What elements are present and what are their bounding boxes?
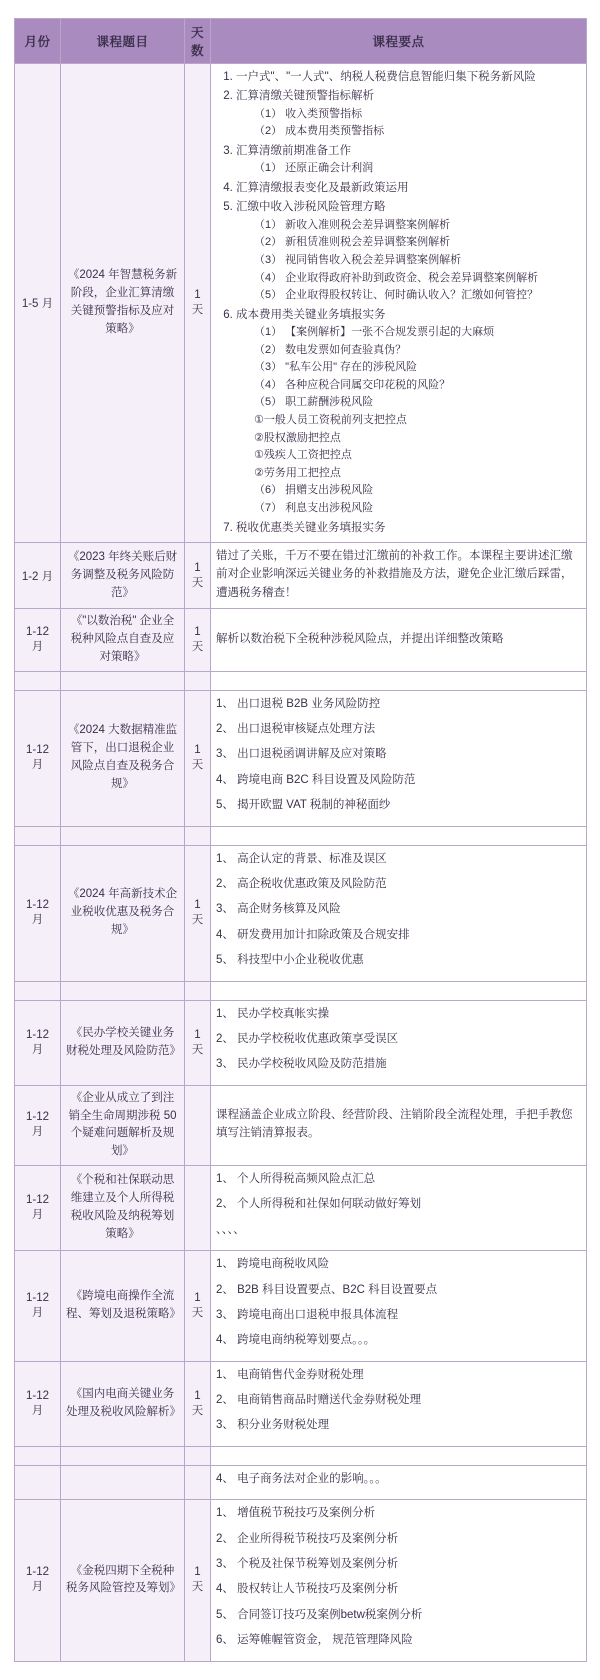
table-spacer-cell	[15, 826, 61, 845]
course-month-cell: 1-5 月	[15, 64, 61, 543]
column-header-points: 课程要点	[211, 19, 587, 64]
course-point-item: 3、 民办学校税收风险及防范措施	[216, 1058, 387, 1071]
course-point-item: 、、、、	[216, 1223, 245, 1236]
course-points-text: 课程涵盖企业成立阶段、经营阶段、注销阶段全流程处理，手把手教您填写注销清算报表。	[216, 1108, 573, 1140]
course-point-item: 3、 跨境电商出口退税申报具体流程	[216, 1308, 399, 1321]
course-points-cell	[211, 1465, 587, 1499]
course-title-cell	[61, 1465, 185, 1499]
table-row	[15, 609, 587, 671]
course-title-cell: 《民办学校关键业务财税处理及风险防范》	[61, 1000, 185, 1085]
course-month-cell: 1-12 月	[15, 1165, 61, 1250]
course-days-cell: 1 天	[185, 64, 211, 543]
course-title-cell: 《金税四期下全税种税务风险管控及筹划》	[61, 1500, 185, 1661]
table-row	[15, 1251, 587, 1362]
column-header-month: 月份	[15, 19, 61, 64]
course-point-subitem: （5） 企业取得股权转让、何时确认收入？汇缴如何管控？	[254, 289, 539, 302]
course-point-subitem: ②劳务用工把控点	[254, 466, 341, 479]
course-point-item: 4、 研发费用加计扣除政策及合规安排	[216, 928, 410, 941]
course-days-cell: 1 天	[185, 690, 211, 826]
course-days-cell	[185, 1465, 211, 1499]
course-month-cell: 1-12 月	[15, 690, 61, 826]
table-row	[15, 64, 587, 543]
course-points-cell	[211, 64, 587, 543]
course-points-list	[216, 1470, 581, 1488]
course-days-cell: 1 天	[185, 543, 211, 609]
course-days-cell: 1 天	[185, 845, 211, 981]
course-point-sublist	[236, 106, 581, 141]
course-point-item: 1. 一户式"、"一人式"、纳税人税费信息智能归集下税务新风险	[236, 68, 581, 86]
course-point-item: 4、 电子商务法对企业的影响。。。	[216, 1472, 387, 1485]
course-days-cell	[185, 1165, 211, 1250]
course-title-cell: 《2023 年终关账后财务调整及税务风险防范》	[61, 543, 185, 609]
course-points-cell	[211, 609, 587, 671]
course-point-subitem: ①一般人员工资税前列支把控点	[254, 414, 407, 427]
course-point-item: 5、 科技型中小企业税收优惠	[216, 954, 364, 967]
course-point-item: 5、 合同签订技巧及案例betw税案例分析	[216, 1608, 423, 1621]
course-point-item: 2、 个人所得税和社保如何联动做好筹划	[216, 1198, 422, 1211]
course-month-cell: 1-12 月	[15, 845, 61, 981]
table-row	[15, 1085, 587, 1165]
course-point-item: 2、 民办学校税收优惠政策享受误区	[216, 1032, 399, 1045]
course-point-item: 1、 出口退税 B2B 业务风险防控	[216, 697, 381, 710]
course-month-cell: 1-12 月	[15, 1361, 61, 1446]
course-point-item: 1、 增值税节税技巧及案例分析	[216, 1507, 376, 1520]
course-month-cell: 1-12 月	[15, 1500, 61, 1661]
course-points-cell	[211, 543, 587, 609]
course-point-subitem: （3） 视同销售收入税会差异调整案例解析	[254, 253, 462, 266]
course-points-text: 解析以数治税下全税种涉税风险点，并提出详细整改策略	[216, 632, 504, 645]
table-spacer-cell	[15, 1446, 61, 1465]
course-points-cell	[211, 1085, 587, 1165]
course-points-list	[216, 68, 581, 537]
table-spacer-cell	[185, 826, 211, 845]
course-points-cell	[211, 845, 587, 981]
course-point-item: 3、 出口退税函调讲解及应对策略	[216, 748, 387, 761]
table-spacer-cell	[185, 1446, 211, 1465]
table-row	[15, 1000, 587, 1085]
course-title-cell: 《2024 大数据精准监管下，出口退税企业风险点自查及税务合规》	[61, 690, 185, 826]
table-row	[15, 543, 587, 609]
course-days-cell: 1 天	[185, 609, 211, 671]
table-spacer-cell	[61, 826, 185, 845]
course-point-subitem: （1） 新收入准则税会差异调整案例解析	[254, 218, 451, 231]
course-days-cell	[185, 1085, 211, 1165]
course-point-sublist	[236, 217, 581, 305]
course-point-subitem: （3） "私车公用" 存在的涉税风险	[254, 361, 418, 374]
table-row	[15, 690, 587, 826]
course-points-list	[216, 695, 581, 815]
course-point-item: 1、 民办学校真帐实操	[216, 1007, 330, 1020]
course-points-cell	[211, 1000, 587, 1085]
course-points-list	[216, 1005, 581, 1074]
table-spacer-row	[15, 826, 587, 845]
course-point-subitem: ②股权激励把控点	[254, 431, 341, 444]
course-points-cell	[211, 1165, 587, 1250]
course-title-cell: 《2024 年高新技术企业税收优惠及税务合规》	[61, 845, 185, 981]
course-points-list	[216, 1170, 581, 1239]
course-point-subitem: （2） 数电发票如何查验真伪？	[254, 343, 407, 356]
table-body	[15, 64, 587, 1662]
course-points-list	[216, 1504, 581, 1649]
column-header-days: 天数	[185, 19, 211, 64]
course-point-item: 4、 跨境电商 B2C 科目设置及风险防范	[216, 773, 416, 786]
course-month-cell: 1-12 月	[15, 1085, 61, 1165]
course-point-subitem: （4） 各种应税合同属交印花税的风险？	[254, 378, 451, 391]
table-spacer-cell	[211, 826, 587, 845]
course-month-cell: 1-12 月	[15, 1251, 61, 1362]
course-point-subitem: （2） 新租赁准则税会差异调整案例解析	[254, 236, 451, 249]
table-spacer-cell	[185, 981, 211, 1000]
table-spacer-row	[15, 1446, 587, 1465]
table-spacer-cell	[61, 1446, 185, 1465]
table-row	[15, 845, 587, 981]
course-point-subitem: （1） 还原正确会计利润	[254, 162, 374, 175]
table-spacer-cell	[15, 671, 61, 690]
course-month-cell: 1-12 月	[15, 1000, 61, 1085]
table-row	[15, 1165, 587, 1250]
column-header-title: 课程题目	[61, 19, 185, 64]
table-row	[15, 1500, 587, 1661]
course-point-item: 7. 税收优惠类关键业务填报实务	[236, 519, 581, 537]
table-header	[15, 19, 587, 64]
course-point-item: 3. 汇算清缴前期准备工作 （1） 还原正确会计利润	[236, 142, 581, 178]
course-title-cell: 《国内电商关键业务处理及税收风险解析》	[61, 1361, 185, 1446]
course-point-item: 2、 B2B 科目设置要点、B2C 科目设置要点	[216, 1283, 438, 1296]
course-point-item: 3、 积分业务财税处理	[216, 1419, 330, 1432]
table-spacer-cell	[211, 981, 587, 1000]
course-points-cell	[211, 1500, 587, 1661]
course-point-subitem: ①残疾人工资把控点	[254, 449, 352, 462]
course-points-list	[216, 1366, 581, 1435]
course-month-cell: 1-2 月	[15, 543, 61, 609]
course-points-cell	[211, 1361, 587, 1446]
course-point-item: 1、 个人所得税高频风险点汇总	[216, 1172, 376, 1185]
table-spacer-cell	[185, 671, 211, 690]
course-title-cell: 《2024 年智慧税务新阶段，企业汇算清缴关键预警指标及应对策略》	[61, 64, 185, 543]
course-point-subitem: （5） 职工薪酬涉税风险	[254, 396, 374, 409]
course-point-item: 5、 揭开欧盟 VAT 税制的神秘面纱	[216, 799, 391, 812]
course-point-item: 2、 高企税收优惠政策及风险防范	[216, 877, 387, 890]
table-spacer-cell	[61, 981, 185, 1000]
course-point-item: 1、 高企认定的背景、标准及误区	[216, 852, 387, 865]
course-title-cell: 《"以数治税" 企业全税种风险点自查及应对策略》	[61, 609, 185, 671]
course-point-item: 4、 跨境电商纳税筹划要点。。。	[216, 1334, 376, 1347]
course-points-list	[216, 1255, 581, 1350]
table-header-row	[15, 19, 587, 64]
table-row	[15, 1361, 587, 1446]
course-point-item: 4. 汇算清缴报表变化及最新政策运用	[236, 179, 581, 197]
course-title-cell: 《跨境电商操作全流程、筹划及退税策略》	[61, 1251, 185, 1362]
course-point-item: 2、 电商销售商品时赠送代金券财税处理	[216, 1394, 422, 1407]
course-month-cell: 1-12 月	[15, 609, 61, 671]
course-point-subitem: （1） 【案例解析】一张不合规发票引起的大麻烦	[254, 326, 495, 339]
course-schedule-table	[14, 18, 587, 1662]
course-point-subitem: （2） 成本费用类预警指标	[254, 125, 385, 138]
course-point-item: 5. 汇缴中收入涉税风险管理方略 （1） 新收入准则税会差异调整案例解析 （2） 新租赁准则税会差异调整案例解析 （3） 视同销售收入税会差异调整案例解析 （4） 企业取得政府补助到政资金、税会差异调整案例解析 （5） 企业取得股权转让、何时确认收入？汇缴如何管控？	[236, 198, 581, 304]
course-point-sublist	[236, 324, 581, 518]
course-points-cell	[211, 690, 587, 826]
course-point-item: 2、 企业所得税节税技巧及案例分析	[216, 1532, 399, 1545]
course-point-item: 3、 高企财务核算及风险	[216, 903, 341, 916]
course-point-item: 3、 个税及社保节税筹划及案例分析	[216, 1558, 399, 1571]
course-days-cell: 1 天	[185, 1000, 211, 1085]
course-point-item: 2. 汇算清缴关键预警指标解析 （1） 收入类预警指标 （2） 成本费用类预警指标	[236, 87, 581, 141]
course-month-cell	[15, 1465, 61, 1499]
course-days-cell: 1 天	[185, 1500, 211, 1661]
table-spacer-cell	[61, 671, 185, 690]
course-point-subitem: （7） 利息支出涉税风险	[254, 502, 374, 515]
table-row	[15, 1465, 587, 1499]
course-days-cell: 1 天	[185, 1251, 211, 1362]
course-points-cell	[211, 1251, 587, 1362]
course-point-subitem: （4） 企业取得政府补助到政资金、税会差异调整案例解析	[254, 271, 539, 284]
course-point-item: 2、 出口退税审核疑点处理方法	[216, 723, 376, 736]
table-spacer-cell	[211, 1446, 587, 1465]
course-point-item: 4、 股权转让人节税技巧及案例分析	[216, 1583, 399, 1596]
table-spacer-row	[15, 671, 587, 690]
course-point-item: 6. 成本费用类关键业务填报实务 （1） 【案例解析】一张不合规发票引起的大麻烦 （2） 数电发票如何查验真伪？ （3） "私车公用" 存在的涉税风险 （4） 各种应税合同属交印花税的风险？ （5） 职工薪酬涉税风险 ①一般人员工资税前列支把控点 ②股权激励把控点 ①残疾人工资把控点 ②劳务用工把控点 （6） 捐赠支出涉税风险 （7） 利息支出涉税风险	[236, 306, 581, 518]
course-point-subitem: （1） 收入类预警指标	[254, 107, 363, 120]
course-point-subitem: （6） 捐赠支出涉税风险	[254, 484, 374, 497]
course-title-cell: 《个税和社保联动思维建立及个人所得税税收风险及纳税筹划策略》	[61, 1165, 185, 1250]
course-days-cell: 1 天	[185, 1361, 211, 1446]
table-spacer-row	[15, 981, 587, 1000]
course-point-item: 6、 运筹帷幄管资金， 规范管理降风险	[216, 1634, 413, 1647]
course-point-item: 1、 电商销售代金券财税处理	[216, 1368, 364, 1381]
course-point-sublist	[236, 160, 581, 178]
course-title-cell: 《企业从成立了到注销全生命周期涉税 50 个疑难问题解析及规划》	[61, 1085, 185, 1165]
course-points-text: 错过了关账，千万不要在错过汇缴前的补救工作。本课程主要讲述汇缴前对企业影响深远关键业务的补救措施及方法，避免企业汇缴后踩雷，遭遇税务稽查！	[216, 550, 573, 599]
course-point-item: 1、 跨境电商税收风险	[216, 1258, 330, 1271]
course-points-list	[216, 850, 581, 970]
table-spacer-cell	[211, 671, 587, 690]
table-spacer-cell	[15, 981, 61, 1000]
